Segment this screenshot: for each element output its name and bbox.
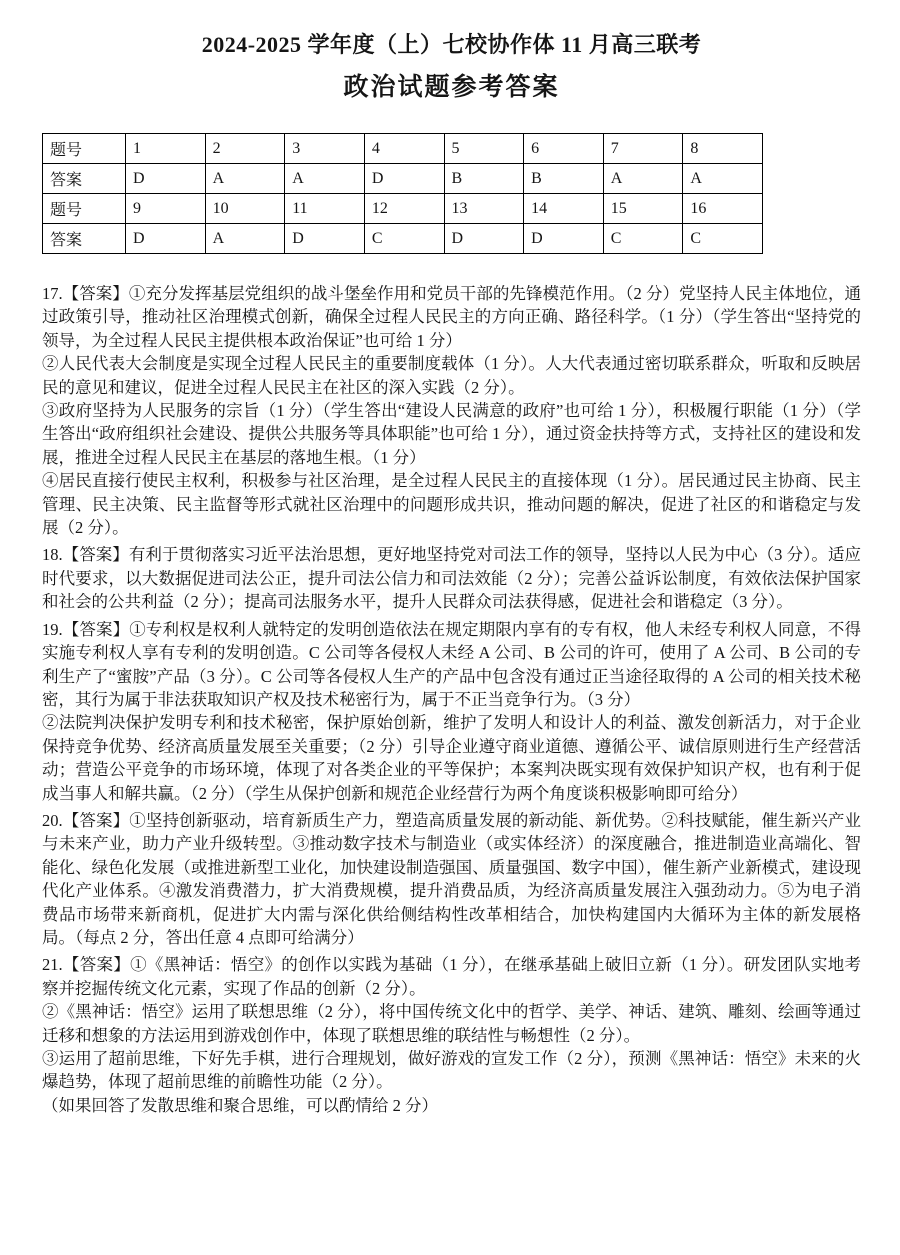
- question-number-cell: 12: [364, 194, 444, 224]
- answer-paragraph: 20.【答案】①坚持创新驱动，培育新质生产力，塑造高质量发展的新动能、新优势。②科技赋能，催生新兴产业与未来产业，助力产业升级转型。③推动数字技术与制造业（或实体经济）的深度融合，推进制造业高端化、智能化、绿色化发展（或推进新型工业化，加快建设制造强国、质量强国、数字中国），催生新产业新模式，建设现代化产业体系。④激发消费潜力，扩大消费规模，提升消费品质，为经济高质量发展注入强劲动力。⑤为电子消费品市场带来新商机，促进扩大内需与深化供给侧结构性改革相结合，加快构建国内大循环为主体的新发展格局。（每点 2 分，答出任意 4 点即可给满分）: [42, 810, 861, 947]
- answer-cell: D: [126, 164, 206, 194]
- answer-block-21: [42, 953, 861, 1117]
- answer-cell: C: [364, 224, 444, 254]
- answer-cell: B: [444, 164, 524, 194]
- answer-cell: A: [205, 224, 285, 254]
- answer-paragraph: 17.【答案】①充分发挥基层党组织的战斗堡垒作用和党员干部的先锋模范作用。（2 分）党坚持人民主体地位，通过政策引导，推动社区治理模式创新，确保全过程人民民主的方向正确、路径科学。（1 分）（学生答出“坚持党的领导，为全过程人民民主提供根本政治保证”也可给 1 分）: [42, 284, 861, 350]
- answer-paragraph: （如果回答了发散思维和聚合思维，可以酌情给 2 分）: [42, 1095, 438, 1115]
- table-row: [43, 134, 763, 164]
- question-number-cell: 13: [444, 194, 524, 224]
- question-number-cell: 2: [205, 134, 285, 164]
- answer-cell: C: [683, 224, 763, 254]
- question-number-cell: 6: [524, 134, 604, 164]
- answer-block-17: [42, 282, 861, 539]
- answer-paragraph: ④居民直接行使民主权利，积极参与社区治理，是全过程人民民主的直接体现（1 分）。居民通过民主协商、民主管理、民主决策、民主监督等形式就社区治理中的问题形成共识，推动问题的解决，促进了社区的和谐稳定与发展（2 分）。: [42, 471, 861, 538]
- row-label-cell: 答案: [43, 164, 126, 194]
- answer-cell: A: [285, 164, 365, 194]
- answer-cell: A: [683, 164, 763, 194]
- question-number-cell: 5: [444, 134, 524, 164]
- answer-table: [42, 133, 763, 254]
- answer-cell: A: [603, 164, 683, 194]
- answer-cell: D: [524, 224, 604, 254]
- table-row: [43, 224, 763, 254]
- answer-block-20: [42, 809, 861, 949]
- answer-cell: B: [524, 164, 604, 194]
- question-number-cell: 14: [524, 194, 604, 224]
- question-number-cell: 7: [603, 134, 683, 164]
- question-number-cell: 16: [683, 194, 763, 224]
- question-number-cell: 4: [364, 134, 444, 164]
- answer-cell: D: [444, 224, 524, 254]
- answer-block-19: [42, 618, 861, 805]
- answer-paragraph: 18.【答案】有利于贯彻落实习近平法治思想，更好地坚持党对司法工作的领导，坚持以人民为中心（3 分）。适应时代要求，以大数据促进司法公正，提升司法公信力和司法效能（2 分）；完善公益诉讼制度，有效依法保护国家和社会的公共利益（2 分）；提高司法服务水平，提升人民群众司法获得感，促进社会和谐稳定（3 分）。: [42, 545, 861, 612]
- question-number-cell: 8: [683, 134, 763, 164]
- table-row: [43, 164, 763, 194]
- question-number-cell: 10: [205, 194, 285, 224]
- row-label-cell: 答案: [43, 224, 126, 254]
- answer-paragraph: ③政府坚持为人民服务的宗旨（1 分）（学生答出“建设人民满意的政府”也可给 1 分），积极履行职能（1 分）（学生答出“政府组织社会建设、提供公共服务等具体职能”也可给 1 分），通过资金扶持等方式，支持社区的建设和发展，推进全过程人民民主在基层的落地生根。（1 分）: [42, 401, 861, 467]
- answer-block-18: [42, 543, 861, 613]
- row-label-cell: 题号: [43, 134, 126, 164]
- answer-cell: D: [126, 224, 206, 254]
- document-subtitle: 政治试题参考答案: [343, 74, 560, 101]
- answer-paragraph: ②人民代表大会制度是实现全过程人民民主的重要制度载体（1 分）。人大代表通过密切联系群众，听取和反映居民的意见和建议，促进全过程人民民主在社区的深入实践（2 分）。: [42, 354, 861, 397]
- answer-paragraph: ②法院判决保护发明专利和技术秘密，保护原始创新，维护了发明人和设计人的利益、激发创新活力，对于企业保持竞争优势、经济高质量发展至关重要；（2 分）引导企业遵守商业道德、遵循公平、诚信原则进行生产经营活动；营造公平竞争的市场环境，体现了对各类企业的平等保护；本案判决既实现有效保护知识产权，也有利于促成当事人和解共赢。（2 分）（学生从保护创新和规范企业经营行为两个角度谈积极影响即可给分）: [42, 713, 861, 803]
- question-number-cell: 1: [126, 134, 206, 164]
- table-row: [43, 194, 763, 224]
- answer-cell: C: [603, 224, 683, 254]
- row-label-cell: 题号: [43, 194, 126, 224]
- document-title: 2024-2025 学年度（上）七校协作体 11 月高三联考: [201, 32, 702, 57]
- answers-section: [42, 282, 861, 1117]
- answer-paragraph: ③运用了超前思维，下好先手棋，进行合理规划，做好游戏的宣发工作（2 分），预测《黑神话：悟空》未来的火爆趋势，体现了超前思维的前瞻性功能（2 分）。: [42, 1049, 861, 1092]
- answer-cell: D: [364, 164, 444, 194]
- answer-paragraph: ②《黑神话：悟空》运用了联想思维（2 分），将中国传统文化中的哲学、美学、神话、建筑、雕刻、绘画等通过迁移和想象的方法运用到游戏创作中，体现了联想思维的联结性与畅想性（2 分）。: [42, 1002, 861, 1045]
- question-number-cell: 9: [126, 194, 206, 224]
- answer-paragraph: 19.【答案】①专利权是权利人就特定的发明创造依法在规定期限内享有的专有权，他人未经专利权人同意，不得实施专利权人享有专利的发明创造。C 公司等各侵权人未经 A 公司、B 公司的许可，使用了 A 公司、B 公司的专利生产了“蜜胺”产品（3 分）。C 公司等各侵权人生产的产品中包含没有通过正当途径取得的 A 公司的相关技术秘密，其行为属于非法获取知识产权及技术秘密行为，属于不正当竞争行为。（3 分）: [42, 619, 861, 709]
- question-number-cell: 11: [285, 194, 365, 224]
- question-number-cell: 15: [603, 194, 683, 224]
- answer-paragraph: 21.【答案】①《黑神话：悟空》的创作以实践为基础（1 分），在继承基础上破旧立新（1 分）。研发团队实地考察并挖掘传统文化元素，实现了作品的创新（2 分）。: [42, 955, 861, 998]
- question-number-cell: 3: [285, 134, 365, 164]
- answer-cell: A: [205, 164, 285, 194]
- answer-cell: D: [285, 224, 365, 254]
